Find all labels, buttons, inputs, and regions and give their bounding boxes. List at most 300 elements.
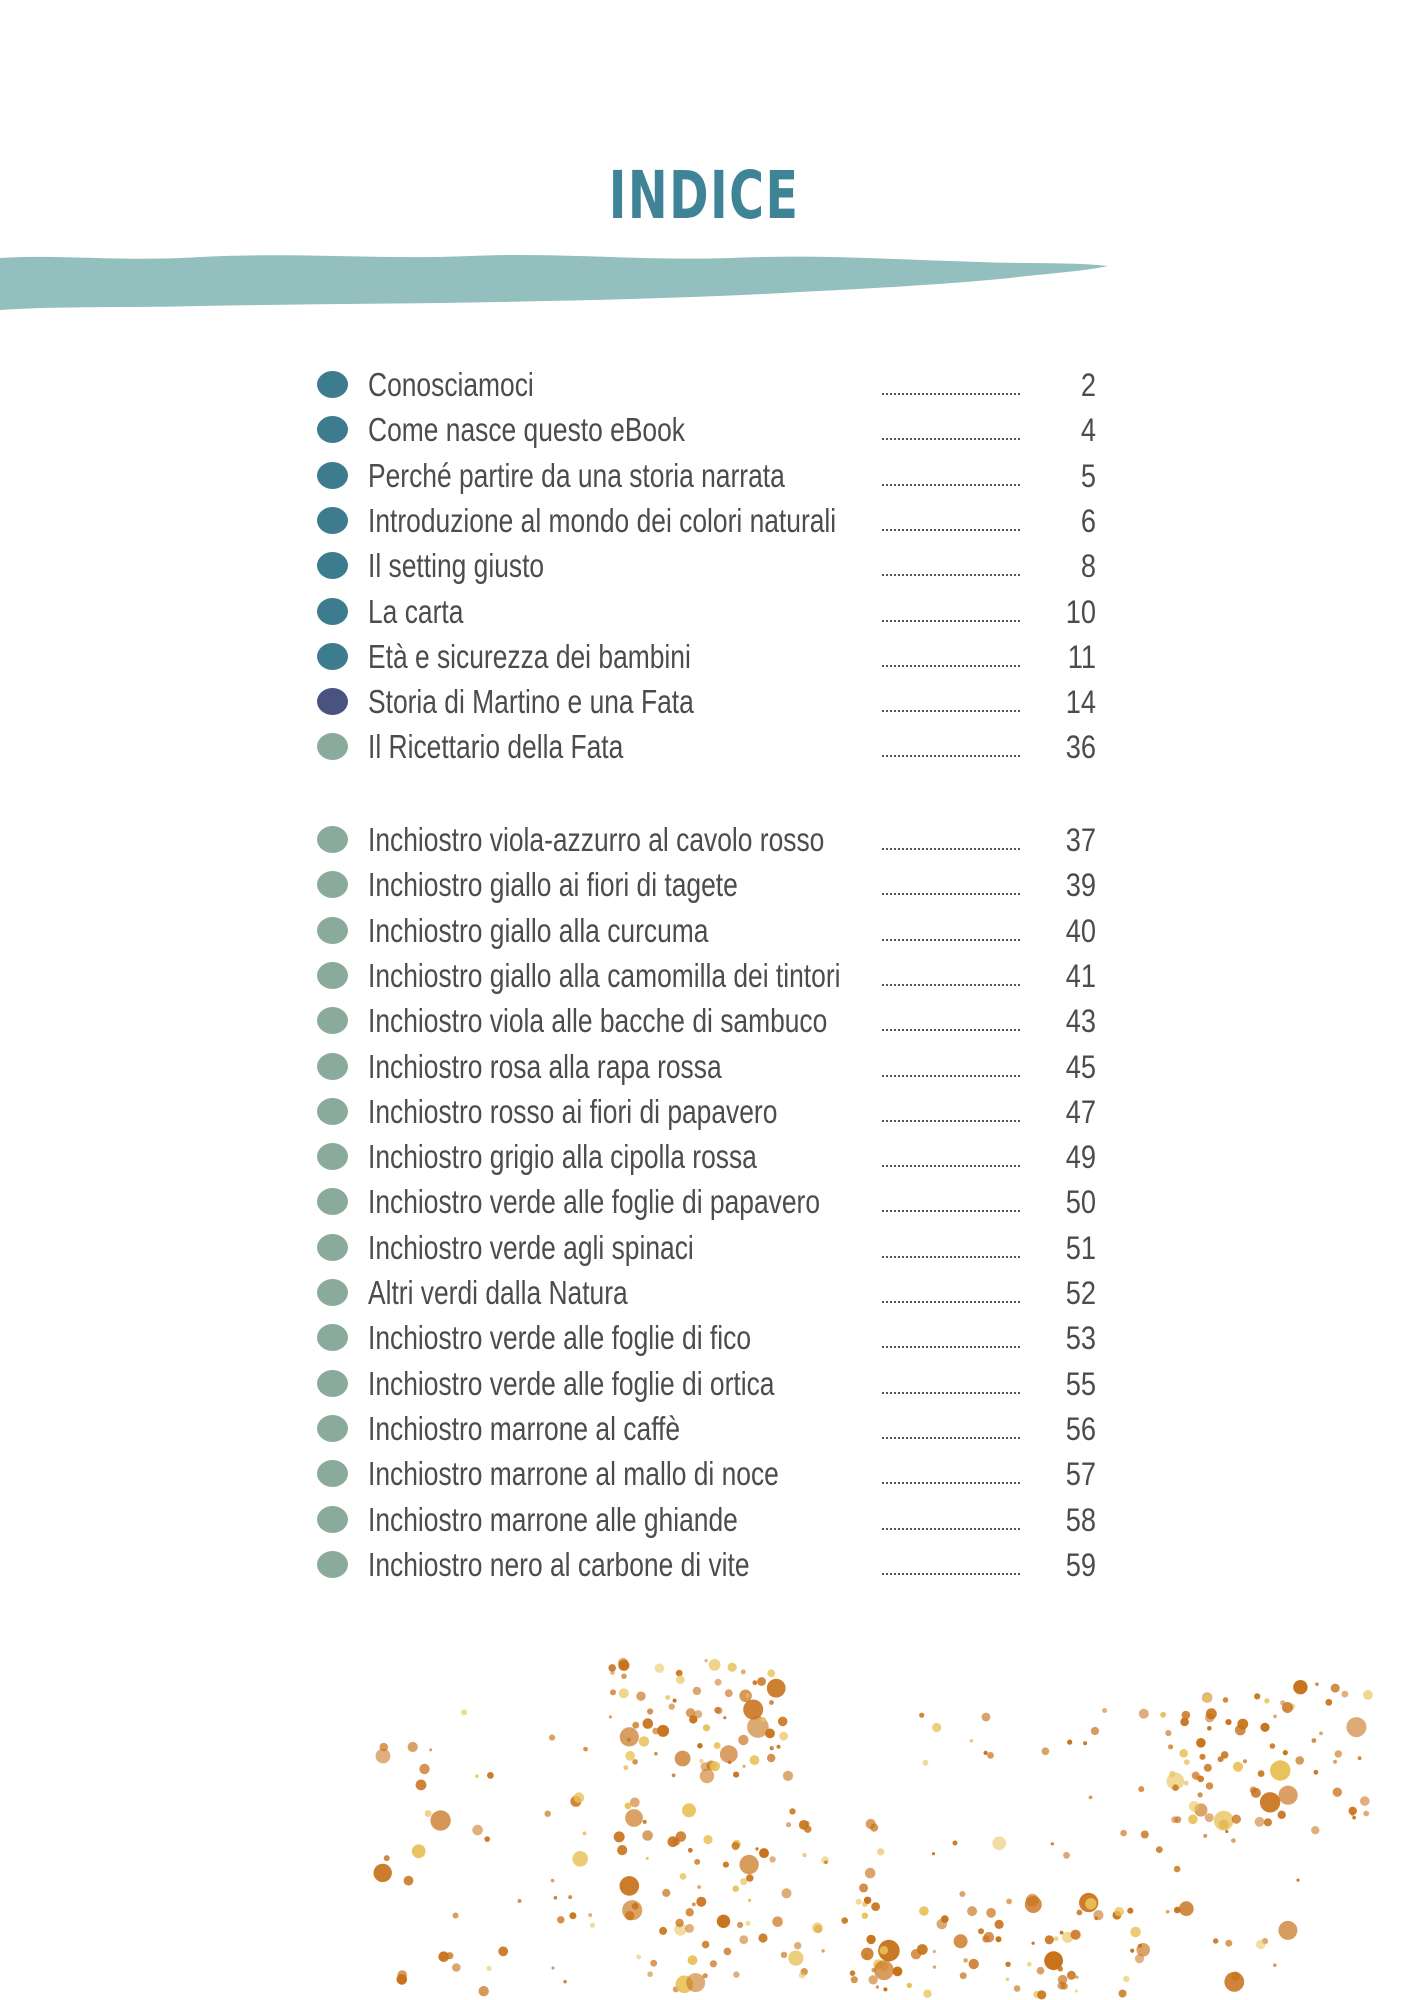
ink-splatter-dot [647,1708,653,1714]
ink-splatter-dot [1233,1762,1243,1772]
ink-splatter-dot [1037,1990,1046,1999]
ink-splatter-dot [876,1985,879,1988]
ink-splatter-dot [772,1916,783,1927]
ink-splatter-dot [1352,1816,1356,1820]
ink-splatter-dot [1061,1983,1068,1990]
ink-splatter-dot [1085,1898,1096,1909]
ink-splatter-dot [1127,1908,1133,1914]
ink-splatter-dot [1342,1691,1349,1698]
ink-splatter-dot [1168,1744,1173,1749]
ink-splatter-dot [625,1809,643,1827]
ink-splatter-dot [647,1971,653,1977]
ink-splatter-dot [1282,1702,1293,1713]
ink-splatter-dot [1042,1747,1050,1755]
ink-splatter-dot [1014,1985,1021,1992]
ink-splatter-dot [893,1967,903,1977]
ink-splatter-dot [1204,1694,1212,1702]
ink-splatter-dot [841,1917,848,1924]
page-title: INDICE [608,157,800,234]
ink-splatter-dot [665,1695,670,1700]
ink-splatter-dot [761,1717,766,1722]
ink-splatter-dot [680,1873,687,1880]
ink-splatter-dot [1331,1684,1340,1693]
ink-splatter-dot [574,1792,585,1803]
toc-page-number: 55 [1065,1365,1096,1402]
ink-splatter-dot [1225,1830,1228,1833]
toc-page-number: 11 [1067,638,1096,675]
ink-splatter-dot [1114,1907,1124,1917]
ink-splatter-dot [694,1859,700,1865]
ink-splatter-dot [408,1742,418,1752]
ink-splatter-dot [1204,1764,1212,1772]
ink-splatter-dot [1032,1942,1035,1945]
ink-splatter-dot [750,1755,760,1765]
ink-splatter-dot [412,1844,426,1858]
ink-splatter-dot [636,1692,645,1701]
ink-splatter-dot [1260,1792,1280,1812]
ink-splatter-dot [789,1808,795,1814]
ink-splatter-dot [1060,1931,1064,1935]
ink-splatter-dot [498,1946,508,1956]
ink-splatter-dot [374,1864,392,1882]
ink-splatter-dot [619,1688,629,1698]
ink-splatter-dot [728,1663,737,1672]
ink-splatter-dot [1279,1786,1298,1805]
ink-splatter-dot [1051,1842,1054,1845]
ink-splatter-dot [745,1693,749,1697]
ink-splatter-dot [877,1848,884,1855]
toc-page-number: 52 [1065,1275,1096,1311]
ink-splatter-dot [740,1878,747,1885]
ink-splatter-dot [1083,1741,1087,1745]
ink-splatter-dot [786,1822,791,1827]
ink-splatter-dot [655,1663,665,1673]
ink-splatter-dot [1203,1834,1207,1838]
toc-page-number: 53 [1065,1320,1096,1357]
ink-splatter-dot [954,1934,968,1948]
ink-splatter-dot [868,1975,877,1984]
ink-splatter-dot [1225,1719,1231,1725]
toc-page-number: 43 [1065,1003,1096,1040]
ink-splatter-dot [1260,1723,1269,1732]
toc-entry-label: Inchiostro verde alle foglie di fico [368,1319,752,1357]
ink-splatter-dot [1179,1901,1194,1916]
ink-splatter-dot [767,1669,775,1677]
ink-splatter-dot [1075,1990,1078,1993]
ink-splatter-dot [552,1967,555,1970]
ink-splatter-dot [767,1679,786,1698]
ink-splatter-dot [1295,1756,1304,1765]
ink-splatter-dot [874,1960,894,1980]
ink-splatter-dot [1283,1750,1288,1755]
toc-entry-label: Inchiostro giallo ai fiori di tagete [368,866,738,904]
ink-splatter-dot [919,1906,929,1916]
ink-splatter-dot [669,1703,675,1709]
ink-splatter-dot [970,1739,973,1742]
ink-splatter-dot [923,1760,929,1766]
ink-splatter-dot [617,1845,627,1855]
ink-splatter-dot [643,1820,647,1824]
toc-page-number: 50 [1065,1184,1096,1221]
ink-splatter-dot [384,1855,390,1861]
ink-splatter-dot [697,1885,701,1889]
ink-splatter-dot [932,1852,935,1855]
ink-splatter-dot [397,1974,408,1985]
toc-entry-label: Inchiostro marrone al caffè [368,1409,681,1447]
ink-splatter-dot [1314,1770,1319,1775]
ink-splatter-dot [963,1958,968,1963]
ink-splatter-dot [1250,1787,1257,1794]
ink-splatter-dot [688,1955,698,1965]
ink-splatter-dot [1130,1949,1134,1953]
ink-splatter-dot [923,1990,931,1998]
ink-splatter-dot [777,1745,781,1749]
ink-splatter-dot [982,1713,991,1722]
ink-splatter-dot [657,1725,669,1737]
ink-splatter-dot [632,1759,638,1765]
ink-splatter-dot [1006,1978,1010,1982]
ink-splatter-dot [1363,1811,1369,1817]
ink-splatter-dot [1102,1708,1107,1713]
ink-splatter-dot [996,1936,1002,1942]
ink-splatter-dot [758,1933,767,1942]
ink-splatter-dot [472,1825,483,1836]
ink-splatter-dot [1358,1756,1362,1760]
ink-splatter-dot [686,1973,705,1992]
ink-splatter-dot [622,1900,642,1920]
ink-splatter-dot [696,1897,706,1907]
ink-splatter-dot [625,1751,635,1761]
ink-splatter-dot [702,1941,710,1949]
ink-splatter-dot [992,1836,1006,1850]
ink-splatter-dot [486,1966,491,1971]
toc-page-number: 10 [1065,593,1096,630]
ink-splatter-dot [1198,1792,1203,1797]
ink-splatter-dot [1141,1831,1149,1839]
ink-splatter-dot [1205,1813,1214,1822]
ink-splatter-dot [461,1709,467,1715]
ink-splatter-dot [1273,1715,1277,1719]
ink-splatter-dot [1278,1811,1286,1819]
ink-splatter-dot [812,1923,823,1934]
ink-splatter-dot [733,1772,739,1778]
ink-splatter-dot [1333,1788,1342,1797]
ink-splatter-dot [676,1675,685,1684]
toc-entry-label: Inchiostro viola alle bacche di sambuco [368,1002,828,1040]
ink-splatter-dot [871,1902,880,1911]
ink-splatter-dot [703,1724,710,1731]
ink-splatter-dot [1171,1816,1178,1823]
ink-splatter-dot [1067,1740,1072,1745]
ink-splatter-dot [960,1972,967,1979]
ink-splatter-dot [933,1950,936,1953]
ink-splatter-dot [732,1885,739,1892]
ink-splatter-dot [430,1810,450,1830]
toc-entry-label: Il setting giusto [368,547,545,585]
ink-splatter-dot [701,1762,710,1771]
ink-splatter-dot [1179,1749,1188,1758]
ink-splatter-dot [404,1876,414,1886]
toc-entry-label: Inchiostro giallo alla curcuma [368,911,709,949]
ink-splatter-dot [1273,1963,1277,1967]
ink-splatter-dot [705,1659,708,1662]
ink-splatter-dot [429,1748,432,1751]
ink-splatter-dot [632,1722,639,1729]
toc-entry-label: Inchiostro marrone alle ghiande [368,1500,738,1538]
ink-splatter-dot [1296,1879,1299,1882]
ink-splatter-dot [804,1825,812,1833]
ink-splatter-dot [1071,1930,1081,1940]
ink-splatter-dot [376,1749,391,1764]
toc-entry-label: Inchiostro viola-azzurro al cavolo rosso [368,821,825,858]
ink-splatter-dot [862,1913,868,1919]
ink-splatter-dot [618,1658,628,1668]
ink-splatter-dot [1360,1796,1370,1806]
ink-splatter-dot [1319,1732,1323,1736]
ink-splatter-dot [1315,1683,1318,1686]
ink-splatter-dot [1325,1699,1332,1706]
ink-splatter-dot [689,1715,697,1723]
toc-page-number: 39 [1065,867,1096,904]
ink-splatter-dot [1255,1817,1265,1827]
ink-splatter-dot [646,1857,649,1860]
ink-splatter-dot [1054,1936,1059,1941]
ink-splatter-dot [1184,1759,1190,1765]
toc-entry-label: Perché partire da una storia narrata [368,456,785,494]
ink-splatter-dot [1160,1712,1166,1718]
toc-page-number: 56 [1065,1410,1096,1447]
ink-splatter-dot [518,1899,522,1903]
toc-page-number: 51 [1065,1229,1096,1266]
toc-entry-label: Inchiostro giallo alla camomilla dei tintori [368,956,841,994]
ink-splatter-dot [487,1772,494,1779]
ink-splatter-dot [724,1948,732,1956]
ink-splatter-dot [1067,1971,1076,1980]
ink-splatter-dot [703,1973,708,1978]
ink-splatter-dot [861,1948,874,1961]
ink-splatter-dot [984,1932,995,1943]
ink-splatter-dot [856,1899,862,1905]
ink-splatter-dot [767,1754,775,1762]
ink-splatter-dot [620,1727,639,1746]
ink-splatter-dot [700,1769,714,1783]
toc-page-number: 59 [1065,1546,1096,1583]
toc-page-number: 58 [1065,1501,1096,1538]
ink-splatter-dot [642,1830,653,1841]
ink-splatter-dot [739,1855,758,1874]
toc-entry-label: Inchiostro marrone al mallo di noce [368,1455,779,1493]
ink-splatter-dot [625,1803,632,1810]
ink-splatter-dot [673,1699,677,1703]
toc-page-number: 57 [1065,1456,1096,1493]
ink-splatter-dot [867,1899,871,1903]
ink-splatter-dot [769,1700,774,1705]
ink-splatter-dot [1274,1767,1279,1772]
ink-splatter-dot [710,1960,717,1967]
ink-splatter-dot [737,1922,743,1928]
ink-splatter-dot [1037,1967,1045,1975]
ink-splatter-dot [654,1752,658,1756]
ink-splatter-dot [569,1912,576,1919]
ink-splatter-dot [675,1751,691,1767]
ink-splatter-dot [545,1811,551,1817]
ink-splatter-dot [778,1717,788,1727]
ink-splatter-dot [917,1944,928,1955]
ink-splatter-dot [1136,1943,1150,1957]
ink-splatter-dot [1188,1815,1198,1825]
ink-splatter-dot [639,1736,649,1746]
ink-splatter-dot [805,1821,810,1826]
ink-splatter-dot [583,1747,588,1752]
ink-splatter-dot [739,1935,748,1944]
ink-splatter-dot [919,1713,924,1718]
ink-splatter-dot [1243,1759,1247,1763]
ink-splatter-dot [1223,1697,1229,1703]
ink-splatter-dot [1264,1818,1272,1826]
toc-page-number: 5 [1080,457,1096,494]
toc-entry-label: Conosciamoci [368,366,534,403]
ink-splatter-dot [880,1946,889,1955]
ink-splatter-dot [723,1862,729,1868]
ink-splatter-dot [1139,1709,1149,1719]
ink-splatter-dot [1005,1962,1010,1967]
toc-entry-label: Altri verdi dalla Natura [368,1274,628,1311]
ink-splatter-dot [783,1771,793,1781]
ink-splatter-dot [1256,1940,1265,1949]
ink-splatter-dot [1026,1894,1039,1907]
ink-splatter-dot [1123,1976,1129,1982]
ink-splatter-dot [1205,1713,1214,1722]
ink-splatter-dot [1363,1690,1373,1700]
toc-page-number: 8 [1080,548,1096,585]
ink-splatter-dot [1206,1782,1213,1789]
toc-entry-label: Inchiostro verde alle foglie di ortica [368,1364,775,1402]
ink-splatter-dot [1349,1807,1357,1815]
ink-splatter-dot [748,1899,751,1902]
ink-splatter-dot [1213,1938,1218,1943]
ink-splatter-dot [720,1745,738,1763]
ink-splatter-dot [1221,1751,1229,1759]
ink-splatter-dot [662,1889,670,1897]
ink-splatter-dot [673,1838,680,1845]
ink-splatter-dot [1225,1940,1232,1947]
ink-splatter-dot [883,1987,887,1991]
ink-splatter-dot [1120,1830,1127,1837]
ink-splatter-dot [866,1935,875,1944]
ink-splatter-dot [765,1729,775,1739]
ink-splatter-dot [859,1883,868,1892]
ink-splatter-dot [802,1853,806,1857]
toc-page-number: 14 [1065,684,1096,721]
ink-splatter-dot [1130,1927,1141,1938]
ink-splatter-dot [703,1835,712,1844]
ink-splatter-dot [621,1674,626,1679]
ink-splatter-dot [741,1669,746,1674]
ink-splatter-dot [959,1891,965,1897]
ink-splatter-dot [1270,1760,1290,1780]
ink-splatter-dot [1232,1815,1241,1824]
toc-entry-label: Età e sicurezza dei bambini [368,637,691,675]
ink-splatter-dot [675,1919,683,1927]
ink-splatter-dot [978,1928,984,1934]
ink-splatter-dot [757,1677,766,1686]
ink-splatter-dot [987,1752,994,1759]
ink-splatter-dot [714,1742,721,1749]
ink-splatter-dot [1044,1951,1063,1970]
ink-splatter-dot [452,1963,461,1972]
toc-entry-label: Inchiostro nero al carbone di vite [368,1545,750,1583]
ink-splatter-dot [969,1959,979,1969]
ink-splatter-dot [650,1960,657,1967]
ink-splatter-dot [557,1916,564,1923]
ink-splatter-dot [453,1913,459,1919]
ink-splatter-dot [1006,1899,1012,1905]
ink-splatter-dot [572,1851,588,1867]
ink-splatter-dot [1045,1935,1054,1944]
ink-splatter-dot [743,1700,763,1720]
ink-splatter-dot [1119,1990,1127,1998]
toc-page-number: 37 [1065,822,1096,858]
ink-splatter-dot [416,1780,427,1791]
ink-splatter-dot [1165,1730,1171,1736]
ink-splatter-dot [1199,1754,1205,1760]
ink-splatter-dot [1254,1693,1260,1699]
ink-splatter-dot [937,1919,948,1930]
ink-splatter-dot [742,1765,745,1768]
ink-splatter-dot [686,1908,694,1916]
ink-splatter-dot [479,1986,489,1996]
ink-splatter-dot [1346,1717,1366,1737]
ink-splatter-dot [692,1902,696,1906]
ink-splatter-dot [709,1659,721,1671]
ink-splatter-dot [1027,1962,1032,1967]
ink-splatter-dot [568,1895,572,1899]
ink-splatter-dot [1264,1698,1269,1703]
ink-splatter-dot [590,1923,595,1928]
ink-splatter-dot [1156,1846,1163,1853]
ink-splatter-dot [1207,1726,1212,1731]
ink-splatter-dot [967,1906,977,1916]
toc-page-number: 6 [1080,502,1096,539]
ink-splatter-dot [636,1955,641,1960]
ink-splatter-dot [554,1896,558,1900]
toc-page-number: 4 [1080,412,1096,449]
ink-splatter-dot [563,1980,566,1983]
toc-page-number: 40 [1065,912,1096,949]
toc-entry-label: Introduzione al mondo dei colori naturali [368,501,837,539]
ink-splatter-dot [984,1751,988,1755]
toc-entry-label: Il Ricettario della Fata [368,728,624,766]
ink-splatter-dot [779,1732,788,1741]
ink-splatter-dot [475,1774,478,1777]
ink-splatter-dot [1258,1770,1265,1777]
ink-splatter-dot [769,1856,775,1862]
ink-splatter-dot [932,1723,941,1732]
ink-splatter-dot [1093,1910,1103,1920]
ink-splatter-dot [620,1876,640,1896]
ink-splatter-dot [419,1764,429,1774]
toc-entry-label: Storia di Martino e una Fata [368,683,694,721]
ink-splatter-dot [1184,1781,1189,1786]
ink-splatter-dot [685,1924,694,1933]
ink-splatter-dot [1270,1743,1276,1749]
ink-splatter-dot [1224,1972,1244,1992]
ink-splatter-dot [715,1679,722,1686]
ink-splatter-dot [781,1952,787,1958]
ink-splatter-dot [484,1836,490,1842]
ink-splatter-dot [1278,1921,1297,1940]
toc-page-number: 49 [1065,1139,1096,1176]
